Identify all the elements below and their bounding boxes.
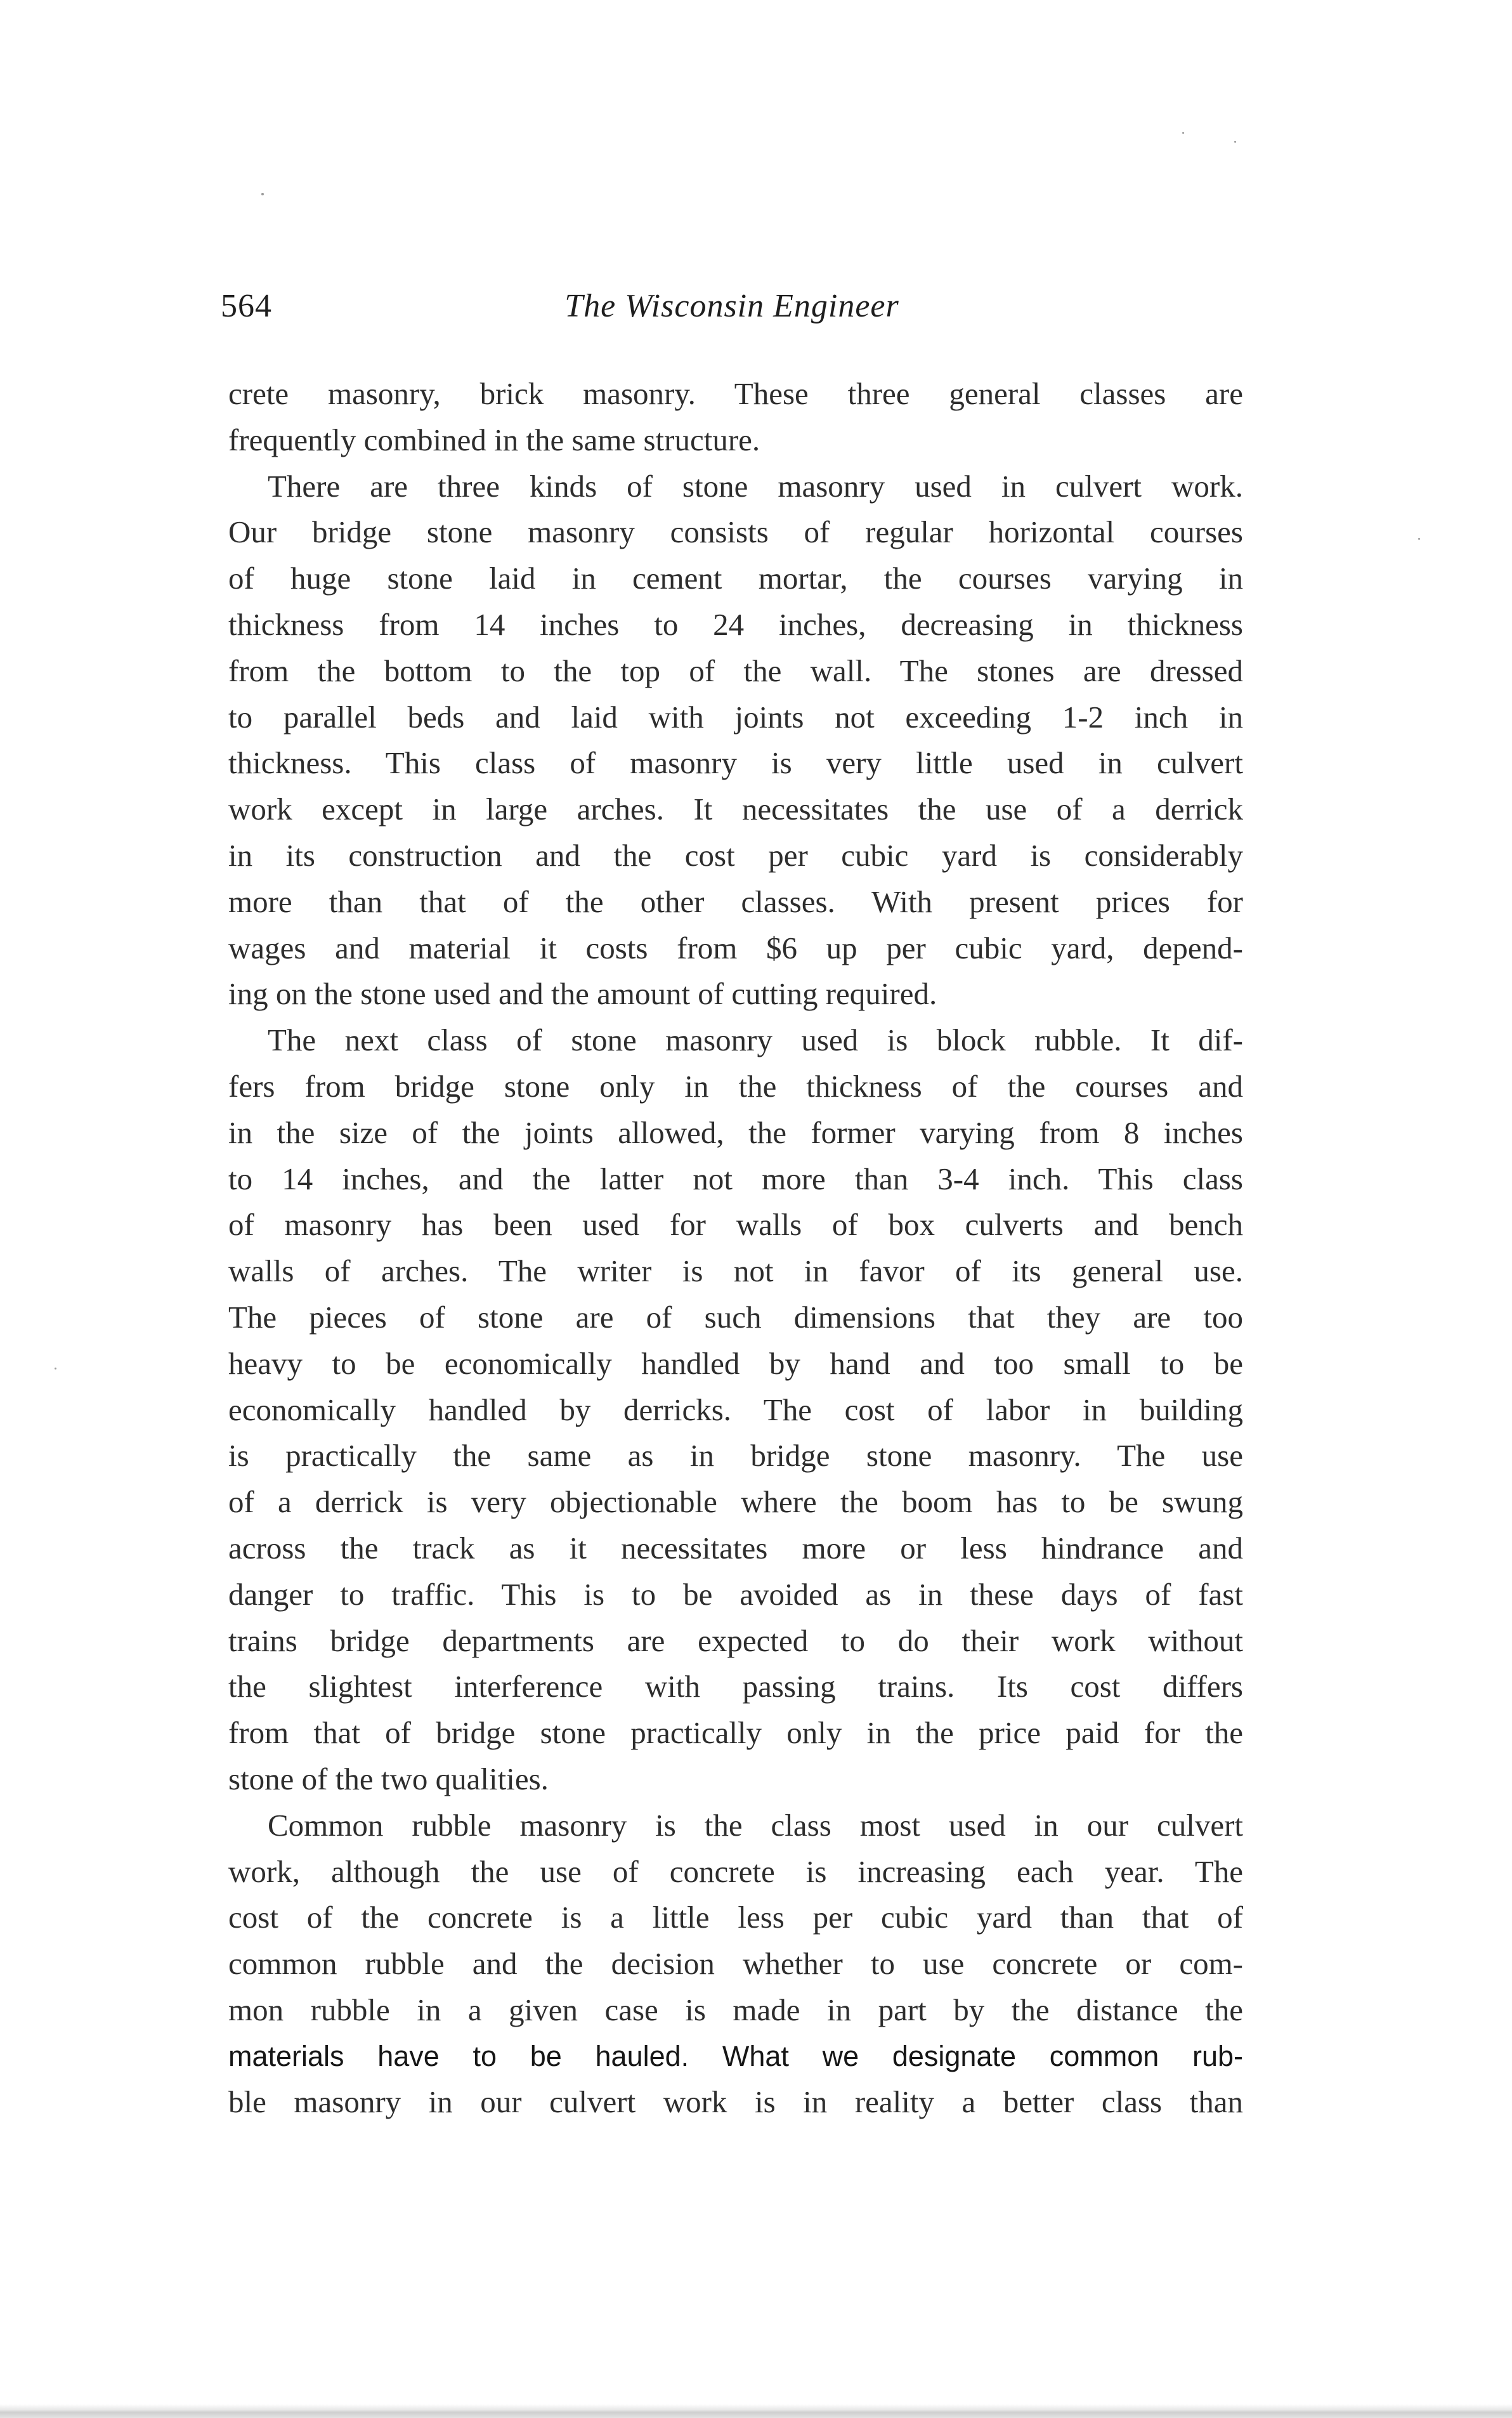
text-line: from that of bridge stone practically only in the price paid for the xyxy=(228,1715,1243,1751)
text-line: work except in large arches. It necessitates the use of a derrick xyxy=(228,792,1243,827)
paragraph-first-line: The next class of stone masonry used is block rubble. It dif- xyxy=(268,1023,1243,1058)
text-line: to parallel beds and laid with joints not exceeding 1-2 inch in xyxy=(228,699,1243,735)
text-line: more than that of the other classes. With present prices for xyxy=(228,884,1243,919)
text-line: fers from bridge stone only in the thickness of the courses and xyxy=(228,1068,1243,1104)
running-title: The Wisconsin Engineer xyxy=(564,288,899,324)
paragraph-first-line: There are three kinds of stone masonry used in culvert work. xyxy=(268,468,1243,504)
text-line: ing on the stone used and the amount of cutting required. xyxy=(228,976,937,1012)
page-number: 564 xyxy=(221,288,272,324)
text-line: of a derrick is very objectionable where the boom has to be swung xyxy=(228,1484,1243,1520)
text-line: work, although the use of concrete is increasing each year. The xyxy=(228,1853,1243,1889)
text-line: materials have to be hauled. What we designate common rub- xyxy=(228,2039,1243,2072)
text-line: in its construction and the cost per cubic yard is considerably xyxy=(228,837,1243,873)
body-text xyxy=(228,371,1243,2126)
text-line: of huge stone laid in cement mortar, the courses varying in xyxy=(228,561,1243,596)
text-line: Our bridge stone masonry consists of regular horizontal courses xyxy=(228,514,1243,550)
text-line: trains bridge departments are expected to do their work without xyxy=(228,1623,1243,1658)
text-line: cost of the concrete is a little less per cubic yard than that of xyxy=(228,1900,1243,1935)
text-line: stone of the two qualities. xyxy=(228,1761,549,1796)
text-line: thickness. This class of masonry is very little used in culvert xyxy=(228,745,1243,781)
scan-speck xyxy=(55,1368,56,1369)
text-line: common rubble and the decision whether to use concrete or com- xyxy=(228,1946,1243,1982)
text-line: to 14 inches, and the latter not more than 3-4 inch. This class xyxy=(228,1161,1243,1196)
scan-edge xyxy=(0,2404,1512,2418)
page-header xyxy=(221,284,1243,329)
text-line: economically handled by derricks. The cost of labor in building xyxy=(228,1392,1243,1427)
text-line: The pieces of stone are of such dimensions that they are too xyxy=(228,1299,1243,1335)
text-line: danger to traffic. This is to be avoided as in these days of fast xyxy=(228,1576,1243,1612)
text-line: ble masonry in our culvert work is in reality a better class than xyxy=(228,2084,1243,2120)
scan-speck xyxy=(1418,538,1420,540)
scan-speck xyxy=(1234,141,1236,143)
text-line: wages and material it costs from $6 up per cubic yard, depend- xyxy=(228,930,1243,965)
scan-speck xyxy=(1182,132,1184,134)
text-line: is practically the same as in bridge stone masonry. The use xyxy=(228,1438,1243,1474)
text-line: of masonry has been used for walls of box culverts and bench xyxy=(228,1207,1243,1243)
text-line: crete masonry, brick masonry. These three general classes are xyxy=(228,376,1243,411)
text-line: heavy to be economically handled by hand and too small to be xyxy=(228,1345,1243,1381)
text-line: in the size of the joints allowed, the former varying from 8 inches xyxy=(228,1114,1243,1150)
text-line: walls of arches. The writer is not in favor of its general use. xyxy=(228,1253,1243,1289)
scan-speck xyxy=(261,193,264,195)
text-line: mon rubble in a given case is made in part by the distance the xyxy=(228,1992,1243,2027)
text-line: thickness from 14 inches to 24 inches, decreasing in thickness xyxy=(228,606,1243,642)
text-line: from the bottom to the top of the wall. The stones are dressed xyxy=(228,653,1243,688)
text-line: across the track as it necessitates more or less hindrance and xyxy=(228,1530,1243,1565)
paragraph-first-line: Common rubble masonry is the class most used in our culvert xyxy=(268,1807,1243,1843)
text-line: frequently combined in the same structure. xyxy=(228,422,760,457)
text-line: the slightest interference with passing trains. Its cost differs xyxy=(228,1669,1243,1704)
